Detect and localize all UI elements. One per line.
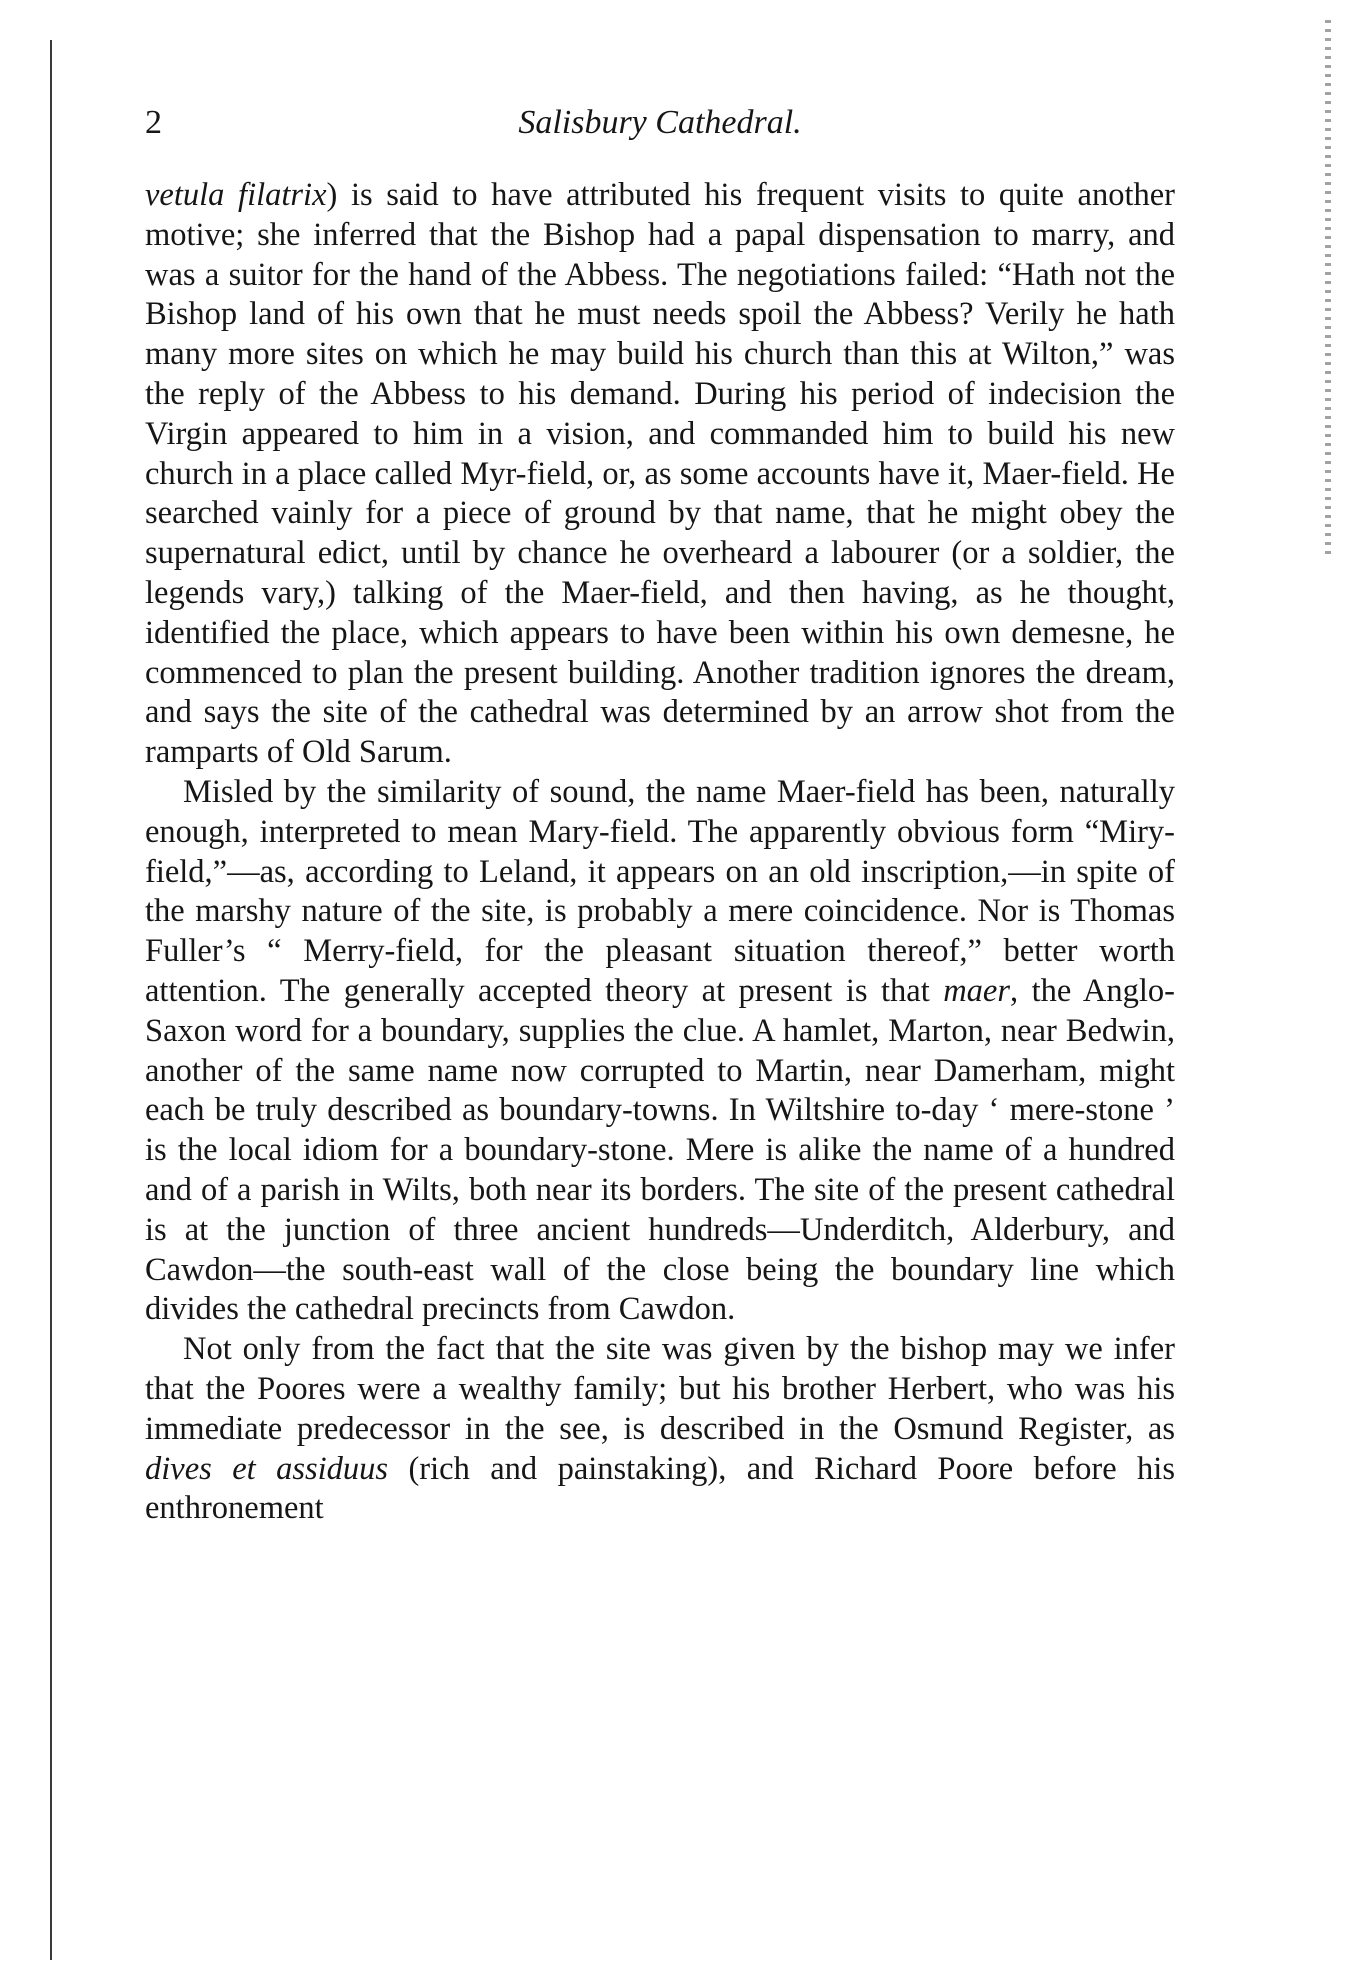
text-run-italic: vetula filatrix xyxy=(145,177,327,213)
text-run: Not only from the fact that the site was given by the bishop may we infer that the Poores were a wealthy family; but his brother Herbert, who was his immediate predecessor in the see, is described in the Osmund Register, as xyxy=(145,1331,1175,1447)
paragraph xyxy=(145,773,1175,1330)
scan-edge-noise xyxy=(1325,20,1331,560)
text-run-italic: dives et assiduus xyxy=(145,1450,389,1487)
page-edge-line xyxy=(50,40,52,1960)
body-text xyxy=(145,176,1175,1529)
text-run-italic: maer xyxy=(943,972,1010,1009)
text-run: ) is said to have attributed his frequent visits to quite another motive; she inferred that the Bishop had a papal dispensation to marry, and was a suitor for the hand of the Abbess. The negotiations failed: “Hath not the Bishop land of his own that he must needs spoil the Abbess? Verily he hath many more sites on which he may build his church than this at Wilton,” was the reply of the Abbess to his demand. During his period of indecision the Virgin appeared to him in a vision, and commanded him to build his new church in a place called Myr-field, or, as some accounts have it, Maer-field. He searched vainly for a piece of ground by that name, that he might obey the supernatural edict, until by chance he overheard a labourer (or a soldier, the legends vary,) talking of the Maer-field, and then having, as he thought, identified the place, which appears to have been within his own demesne, he commenced to plan the present building. Another tradition ignores the dream, and says the site of the cathedral was determined by an arrow shot from the ramparts of Old Sarum. xyxy=(145,177,1175,771)
running-title: Salisbury Cathedral. xyxy=(518,104,802,141)
text-run: Misled by the similarity of sound, the name Maer-field has been, naturally enough, interpreted to mean Mary-field. The apparently obvious form “Miry-field,”—as, according to Leland, it appears on an old inscription,—in spite of the marshy nature of the site, is probably a mere coincidence. Nor is Thomas Fuller’s “ Merry-field, for the pleasant situation thereof,” better worth attention. The generally accepted theory at present is that xyxy=(145,773,1175,1009)
text-run: (rich and painstaking), and Richard Poore before his enthronement xyxy=(145,1450,1175,1527)
paragraph xyxy=(145,1330,1175,1529)
paragraph xyxy=(145,176,1175,773)
text-run: , the Anglo-Saxon word for a boundary, supplies the clue. A hamlet, Marton, near Bedwin, another of the same name now corrupted to Martin, near Damerham, might each be truly described as boundary-towns. In Wiltshire to-day ‘ mere-stone ’ is the local idiom for a boundary-stone. Mere is alike the name of a hundred and of a parish in Wilts, both near its borders. The site of the present cathedral is at the junction of three ancient hundreds—Underditch, Alderbury, and Cawdon—the south-east wall of the close being the boundary line which divides the cathedral precincts from Cawdon. xyxy=(145,972,1176,1328)
page-number: 2 xyxy=(145,104,162,141)
page-header xyxy=(145,96,1175,150)
